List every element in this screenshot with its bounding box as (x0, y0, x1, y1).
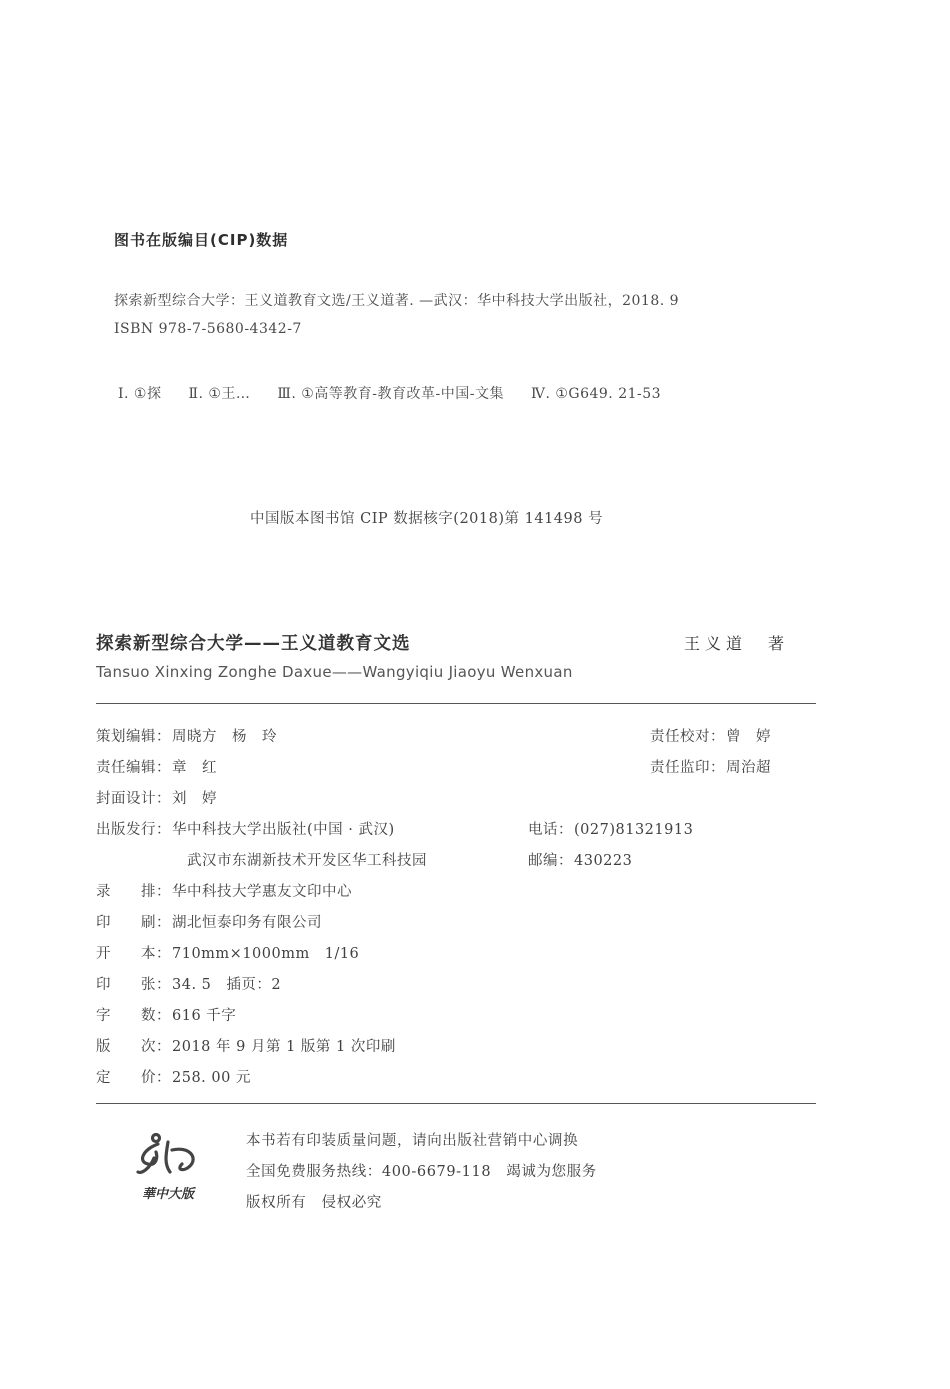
publisher (96, 818, 395, 839)
publisher-label: 出版发行： (96, 822, 171, 838)
phone (528, 818, 693, 839)
printing-label: 印 刷： (96, 915, 171, 931)
typesetting-label: 录 排： (96, 884, 171, 900)
word-count-value: 616 千字 (172, 1008, 237, 1024)
print-supervisor-value: 周治超 (726, 760, 771, 776)
price (96, 1066, 251, 1087)
cover-design-value: 刘 婷 (172, 791, 217, 807)
price-value: 258. 00 元 (172, 1070, 251, 1086)
proofreader-label: 责任校对： (650, 729, 725, 745)
notice-hotline: 全国免费服务热线：400-6679-118 竭诚为您服务 (246, 1164, 597, 1180)
book-pinyin-title: Tansuo Xinxing Zonghe Daxue——Wangyiqiu Jiaoyu Wenxuan (96, 663, 573, 681)
cip-classification (118, 383, 683, 403)
cip-class-1: Ⅰ. ①探 (118, 386, 162, 402)
cip-number: 中国版本图书馆 CIP 数据核字(2018)第 141498 号 (250, 511, 604, 527)
print-supervisor-label: 责任监印： (650, 760, 725, 776)
typesetting (96, 880, 352, 901)
book-title: 探索新型综合大学——王义道教育文选 (96, 634, 411, 654)
responsible-editor (96, 756, 217, 777)
phone-label: 电话： (528, 822, 573, 838)
sheets-label: 印 张： (96, 977, 171, 993)
word-count (96, 1004, 236, 1025)
cip-heading: 图书在版编目(CIP)数据 (114, 231, 289, 249)
svg-text:華中大版: 華中大版 (142, 1187, 195, 1202)
planning-editor (96, 725, 277, 746)
responsible-editor-value: 章 红 (172, 760, 217, 776)
cover-design-label: 封面设计： (96, 791, 171, 807)
cip-class-2: Ⅱ. ①王… (188, 386, 251, 402)
sheets-value: 34. 5 插页：2 (172, 977, 282, 993)
postcode (528, 849, 632, 870)
publisher-logo (132, 1128, 208, 1208)
printing-value: 湖北恒泰印务有限公司 (172, 915, 322, 931)
book-author: 王义道 著 (684, 634, 790, 653)
printing (96, 911, 322, 932)
cip-title-line: 探索新型综合大学：王义道教育文选/王义道著. —武汉：华中科技大学出版社，2018. 9 (114, 293, 680, 309)
proofreader-value: 曾 婷 (726, 729, 771, 745)
edition-value: 2018 年 9 月第 1 版第 1 次印刷 (172, 1039, 396, 1055)
responsible-editor-label: 责任编辑： (96, 760, 171, 776)
format (96, 942, 359, 963)
publisher-address: 武汉市东湖新技术开发区华工科技园 (187, 853, 427, 869)
cip-class-3: Ⅲ. ①高等教育-教育改革-中国-文集 (277, 386, 505, 402)
notice-quality: 本书若有印装质量问题，请向出版社营销中心调换 (246, 1133, 579, 1149)
divider-bottom (96, 1103, 816, 1104)
edition-label: 版 次： (96, 1039, 171, 1055)
edition (96, 1035, 396, 1056)
typesetting-value: 华中科技大学惠友文印中心 (172, 884, 352, 900)
publisher-logo-icon (132, 1128, 208, 1208)
postcode-label: 邮编： (528, 853, 573, 869)
cip-class-4: Ⅳ. ①G649. 21-53 (530, 386, 662, 402)
cover-design (96, 787, 217, 808)
planning-editor-value: 周晓方 杨 玲 (172, 729, 277, 745)
sheets (96, 973, 281, 994)
price-label: 定 价： (96, 1070, 171, 1086)
planning-editor-label: 策划编辑： (96, 729, 171, 745)
format-label: 开 本： (96, 946, 171, 962)
format-value: 710mm×1000mm 1/16 (172, 946, 360, 962)
publisher-value: 华中科技大学出版社(中国 · 武汉) (172, 822, 395, 838)
phone-value: (027)81321913 (574, 822, 694, 838)
cip-isbn-line: ISBN 978-7-5680-4342-7 (114, 321, 302, 337)
print-supervisor (650, 756, 771, 777)
notice-copyright: 版权所有 侵权必究 (246, 1195, 382, 1211)
proofreader (650, 725, 771, 746)
postcode-value: 430223 (574, 853, 633, 869)
word-count-label: 字 数： (96, 1008, 171, 1024)
divider-top (96, 703, 816, 704)
